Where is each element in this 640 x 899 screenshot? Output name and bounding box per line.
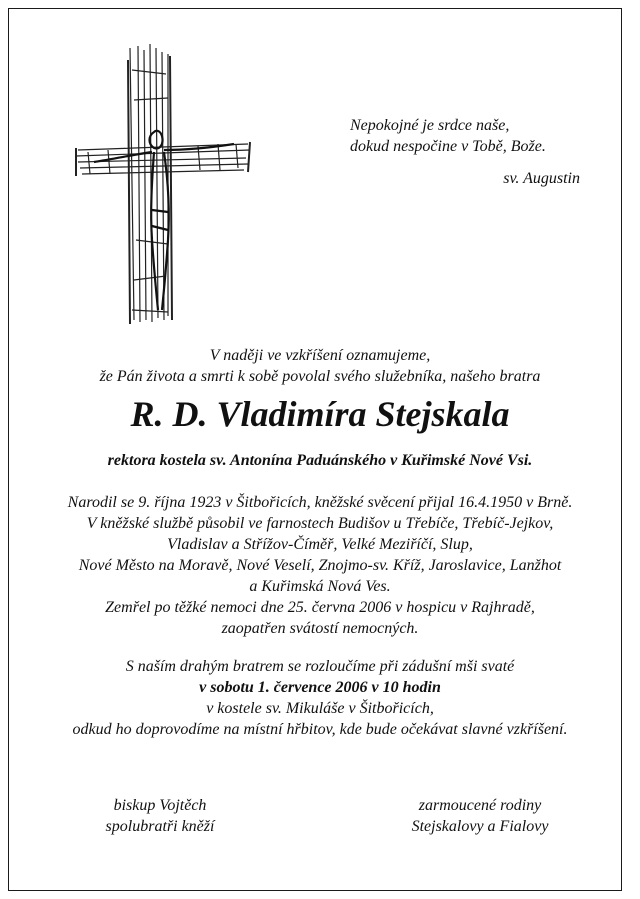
biography-line: Vladislav a Střížov-Číměř, Velké Meziříčí, Slup,	[167, 536, 473, 553]
funeral-info	[20, 656, 620, 740]
signature-right-line: Stejskalovy a Fialovy	[411, 818, 549, 835]
motto-author: sv. Augustin	[503, 170, 580, 187]
motto-quote	[350, 115, 590, 189]
motto-line-1: Nepokojné je srdce naše,	[350, 117, 510, 134]
announcement-line-2: že Pán života a smrti k sobě povolal svého služebníka, našeho bratra	[99, 368, 541, 385]
biography-line: Narodil se 9. října 1923 v Šitbořicích, kněžské svěcení přijal 16.4.1950 v Brně.	[67, 494, 573, 511]
funeral-datetime: v sobotu 1. července 2006 v 10 hodin	[199, 679, 441, 696]
signature-right-line: zarmoucené rodiny	[418, 797, 542, 814]
funeral-line-3: v kostele sv. Mikuláše v Šitbořicích,	[206, 700, 434, 717]
motto-line-2: dokud nespočine v Tobě, Bože.	[350, 138, 546, 155]
crucifix-image	[68, 40, 258, 330]
funeral-line-4: odkud ho doprovodíme na místní hřbitov, kde bude očekávat slavné vzkříšení.	[72, 721, 568, 738]
biography-line: Nové Město na Moravě, Nové Veselí, Znojmo-sv. Kříž, Jaroslavice, Lanžhot	[78, 557, 562, 574]
biography	[20, 492, 620, 639]
signature-left-line: biskup Vojtěch	[113, 797, 207, 814]
funeral-line-1: S naším drahým bratrem se rozloučíme při zádušní mši svaté	[125, 658, 515, 675]
deceased-name: R. D. Vladimíra Stejskala	[130, 394, 510, 434]
signature-right	[380, 795, 580, 837]
signature-left-line: spolubratři kněží	[105, 818, 215, 835]
announcement-intro	[20, 345, 620, 387]
deceased-role: rektora kostela sv. Antonína Paduánského v Kuřimské Nové Vsi.	[107, 452, 533, 469]
biography-line: V kněžské službě působil ve farnostech Budišov u Třebíče, Třebíč-Jejkov,	[86, 515, 554, 532]
signature-left	[70, 795, 250, 837]
biography-line: zaopatřen svátostí nemocných.	[221, 620, 419, 637]
announcement-line-1: V naději ve vzkříšení oznamujeme,	[209, 347, 431, 364]
biography-line: Zemřel po těžké nemoci dne 25. června 2006 v hospicu v Rajhradě,	[105, 599, 535, 616]
biography-line: a Kuřimská Nová Ves.	[249, 578, 391, 595]
